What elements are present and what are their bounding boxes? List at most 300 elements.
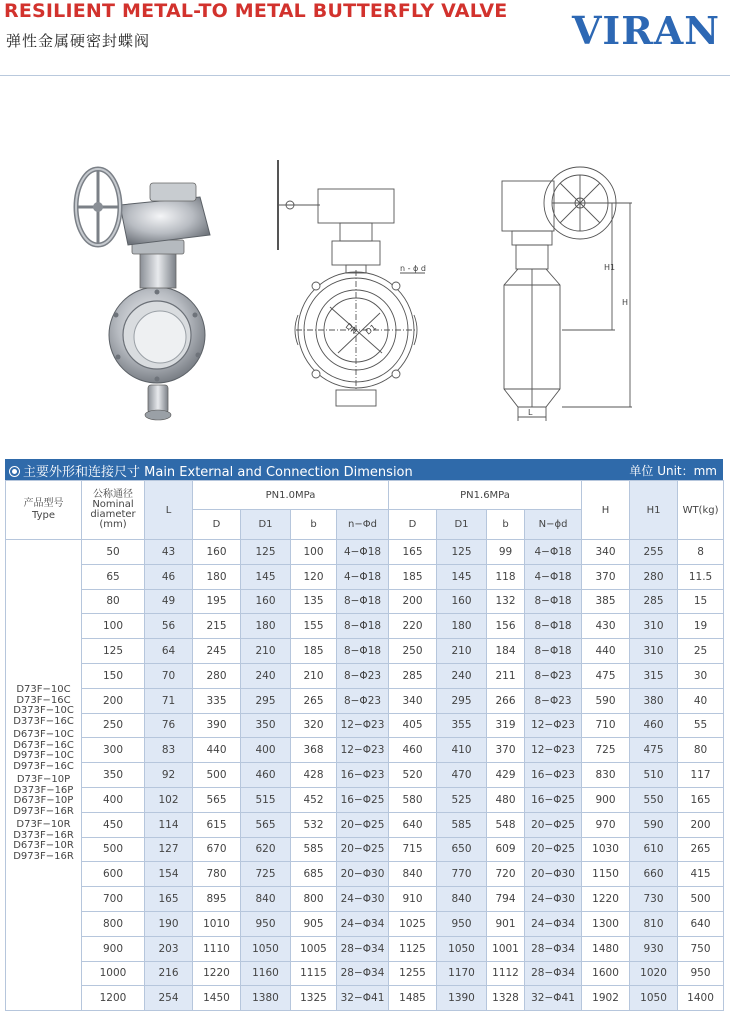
type-group (6, 775, 81, 817)
valve-side-view-drawing (502, 167, 632, 421)
cell-pn10-nd: 20−Φ30 (337, 862, 389, 887)
cell-h: 430 (582, 614, 630, 639)
cell-nominal-diameter: 150 (82, 663, 145, 688)
cell-pn10-nd: 20−Φ25 (337, 812, 389, 837)
cell-pn16-d1: 410 (437, 738, 487, 763)
cell-wt: 415 (678, 862, 724, 887)
cell-pn16-nd: 24−Φ34 (525, 911, 582, 936)
cell-wt: 500 (678, 887, 724, 912)
cell-pn10-nd: 8−Φ23 (337, 663, 389, 688)
cell-pn10-d: 1010 (193, 911, 241, 936)
cell-pn16-d: 1485 (389, 986, 437, 1011)
cell-pn10-nd: 32−Φ41 (337, 986, 389, 1011)
table-row (6, 936, 724, 961)
cell-pn16-b: 211 (487, 663, 525, 688)
cell-h: 340 (582, 540, 630, 565)
cell-pn10-d: 245 (193, 639, 241, 664)
cell-pn16-d: 460 (389, 738, 437, 763)
cell-pn10-d1: 400 (241, 738, 291, 763)
label-h: H (622, 298, 629, 307)
cell-pn10-nd: 4−Φ18 (337, 540, 389, 565)
cell-pn16-d: 200 (389, 589, 437, 614)
cell-l: 154 (145, 862, 193, 887)
cell-pn10-b: 320 (291, 713, 337, 738)
cell-pn16-b: 429 (487, 763, 525, 788)
cell-pn10-b: 210 (291, 663, 337, 688)
cell-pn16-b: 480 (487, 787, 525, 812)
cell-pn16-d: 340 (389, 688, 437, 713)
cell-nominal-diameter: 200 (82, 688, 145, 713)
cell-pn16-d1: 650 (437, 837, 487, 862)
cell-wt: 30 (678, 663, 724, 688)
cell-pn16-d1: 180 (437, 614, 487, 639)
cell-pn10-d: 160 (193, 540, 241, 565)
cell-pn10-nd: 20−Φ25 (337, 837, 389, 862)
cell-pn10-b: 135 (291, 589, 337, 614)
cell-pn16-nd: 28−Φ34 (525, 936, 582, 961)
cell-h1: 285 (630, 589, 678, 614)
cell-pn10-d1: 460 (241, 763, 291, 788)
cell-pn16-d1: 950 (437, 911, 487, 936)
type-group (6, 820, 81, 862)
cell-pn16-d1: 840 (437, 887, 487, 912)
table-row (6, 540, 724, 565)
type-code: D373F−10C (13, 705, 74, 717)
cell-nominal-diameter: 700 (82, 887, 145, 912)
bullet-icon (9, 466, 20, 477)
label-l: L (528, 408, 533, 417)
cell-l: 83 (145, 738, 193, 763)
cell-pn16-nd: 4−Φ18 (525, 540, 582, 565)
table-row (6, 589, 724, 614)
type-code: D373F−16R (13, 829, 74, 841)
cell-h: 1220 (582, 887, 630, 912)
cell-h: 440 (582, 639, 630, 664)
type-code: D973F−16R (13, 850, 74, 862)
header-dn-unit: (mm) (99, 519, 127, 530)
cell-pn16-b: 901 (487, 911, 525, 936)
cell-pn16-nd: 8−Φ23 (525, 663, 582, 688)
cell-wt: 19 (678, 614, 724, 639)
header-pn16: PN1.6MPa (389, 481, 582, 510)
header-h1: H1 (630, 481, 678, 540)
type-group (6, 730, 81, 772)
cell-pn16-d: 220 (389, 614, 437, 639)
section-title-text: 主要外形和连接尺寸 Main External and Connection Dimension (23, 465, 413, 480)
cell-pn16-d1: 145 (437, 564, 487, 589)
cell-wt: 265 (678, 837, 724, 862)
table-row (6, 639, 724, 664)
cell-pn10-nd: 8−Φ18 (337, 639, 389, 664)
cell-l: 56 (145, 614, 193, 639)
table-row (6, 837, 724, 862)
section-header-bar (5, 459, 723, 480)
cell-nominal-diameter: 1000 (82, 961, 145, 986)
header-pn10-d1: D1 (241, 510, 291, 540)
cell-pn10-d: 1110 (193, 936, 241, 961)
cell-pn16-d: 1025 (389, 911, 437, 936)
product-types-cell (6, 540, 82, 1011)
cell-pn16-b: 1001 (487, 936, 525, 961)
type-code: D73F−10C (16, 684, 71, 696)
cell-pn10-d: 180 (193, 564, 241, 589)
cell-pn16-b: 156 (487, 614, 525, 639)
cell-pn16-nd: 24−Φ30 (525, 887, 582, 912)
cell-pn16-d: 1125 (389, 936, 437, 961)
cell-h: 830 (582, 763, 630, 788)
cell-pn10-nd: 8−Φ18 (337, 589, 389, 614)
cell-pn16-b: 370 (487, 738, 525, 763)
cell-nominal-diameter: 500 (82, 837, 145, 862)
table-row (6, 986, 724, 1011)
cell-pn10-b: 368 (291, 738, 337, 763)
cell-pn10-d1: 1380 (241, 986, 291, 1011)
cell-h1: 810 (630, 911, 678, 936)
cell-pn16-b: 794 (487, 887, 525, 912)
cell-pn16-d: 285 (389, 663, 437, 688)
cell-h: 970 (582, 812, 630, 837)
header-dn-en1: Nominal (92, 499, 134, 510)
cell-pn10-d1: 840 (241, 887, 291, 912)
cell-h: 475 (582, 663, 630, 688)
cell-wt: 117 (678, 763, 724, 788)
cell-pn10-d: 335 (193, 688, 241, 713)
brand-logo: VIRAN (571, 8, 720, 53)
title-chinese: 弹性金属硬密封蝶阀 (6, 32, 151, 50)
cell-pn10-nd: 24−Φ34 (337, 911, 389, 936)
cell-h: 1150 (582, 862, 630, 887)
cell-l: 70 (145, 663, 193, 688)
cell-nominal-diameter: 800 (82, 911, 145, 936)
cell-nominal-diameter: 80 (82, 589, 145, 614)
cell-l: 203 (145, 936, 193, 961)
cell-pn16-nd: 4−Φ18 (525, 564, 582, 589)
cell-pn16-b: 118 (487, 564, 525, 589)
label-d1: D1 (363, 322, 379, 337)
cell-pn16-d1: 470 (437, 763, 487, 788)
cell-wt: 750 (678, 936, 724, 961)
label-n-d: n - ϕ d (400, 264, 426, 273)
cell-pn10-b: 265 (291, 688, 337, 713)
cell-pn10-nd: 4−Φ18 (337, 564, 389, 589)
cell-pn10-b: 905 (291, 911, 337, 936)
cell-pn16-d1: 1050 (437, 936, 487, 961)
table-row (6, 564, 724, 589)
cell-l: 46 (145, 564, 193, 589)
type-code: D973F−10C (13, 750, 74, 762)
cell-pn10-b: 800 (291, 887, 337, 912)
cell-pn16-d: 405 (389, 713, 437, 738)
cell-pn16-d1: 240 (437, 663, 487, 688)
header-dn-en2: diameter (90, 509, 136, 520)
cell-pn10-b: 532 (291, 812, 337, 837)
header-l: L (145, 481, 193, 540)
table-body (6, 540, 724, 1011)
cell-wt: 55 (678, 713, 724, 738)
cell-pn10-nd: 16−Φ25 (337, 787, 389, 812)
section-title (9, 461, 413, 480)
header-pn10: PN1.0MPa (193, 481, 389, 510)
cell-pn10-d: 565 (193, 787, 241, 812)
header-pn10-b: b (291, 510, 337, 540)
header-pn16-d: D (389, 510, 437, 540)
cell-h1: 1050 (630, 986, 678, 1011)
cell-pn10-b: 685 (291, 862, 337, 887)
cell-pn10-d1: 1050 (241, 936, 291, 961)
cell-pn10-d1: 515 (241, 787, 291, 812)
cell-pn16-d1: 125 (437, 540, 487, 565)
type-code: D73F−10R (16, 819, 71, 831)
cell-pn16-nd: 20−Φ25 (525, 812, 582, 837)
header-pn10-d: D (193, 510, 241, 540)
cell-l: 49 (145, 589, 193, 614)
cell-h: 1300 (582, 911, 630, 936)
cell-nominal-diameter: 600 (82, 862, 145, 887)
cell-pn10-nd: 28−Φ34 (337, 936, 389, 961)
header-type-cn: 产品型号 (23, 498, 64, 509)
cell-pn10-b: 120 (291, 564, 337, 589)
header-divider (0, 75, 730, 76)
cell-h1: 380 (630, 688, 678, 713)
cell-nominal-diameter: 450 (82, 812, 145, 837)
cell-pn16-b: 609 (487, 837, 525, 862)
cell-wt: 950 (678, 961, 724, 986)
cell-pn10-d: 1220 (193, 961, 241, 986)
table-row (6, 887, 724, 912)
cell-nominal-diameter: 300 (82, 738, 145, 763)
cell-pn16-d1: 295 (437, 688, 487, 713)
cell-pn10-d1: 620 (241, 837, 291, 862)
table-row (6, 663, 724, 688)
cell-h: 725 (582, 738, 630, 763)
cell-h1: 510 (630, 763, 678, 788)
title-english: RESILIENT METAL-TO METAL BUTTERFLY VALVE (4, 0, 508, 22)
cell-pn16-b: 184 (487, 639, 525, 664)
cell-wt: 15 (678, 589, 724, 614)
cell-pn10-d1: 565 (241, 812, 291, 837)
unit-label: 单位 Unit：mm (629, 464, 717, 478)
cell-pn16-d: 165 (389, 540, 437, 565)
type-code: D673F−16C (13, 739, 74, 751)
cell-h1: 315 (630, 663, 678, 688)
cell-l: 43 (145, 540, 193, 565)
cell-pn10-nd: 16−Φ23 (337, 763, 389, 788)
type-code: D73F−16C (16, 694, 71, 706)
header-wt: WT(kg) (678, 481, 724, 540)
cell-pn10-d1: 725 (241, 862, 291, 887)
cell-h1: 660 (630, 862, 678, 887)
cell-pn16-nd: 16−Φ23 (525, 763, 582, 788)
header-pn16-d1: D1 (437, 510, 487, 540)
cell-pn16-b: 548 (487, 812, 525, 837)
cell-h1: 310 (630, 639, 678, 664)
type-code: D373F−16C (13, 715, 74, 727)
cell-pn10-nd: 8−Φ18 (337, 614, 389, 639)
cell-l: 190 (145, 911, 193, 936)
cell-pn10-d: 215 (193, 614, 241, 639)
cell-pn10-d1: 210 (241, 639, 291, 664)
cell-pn16-d1: 355 (437, 713, 487, 738)
cell-pn16-nd: 32−Φ41 (525, 986, 582, 1011)
cell-h1: 280 (630, 564, 678, 589)
cell-pn16-d: 1255 (389, 961, 437, 986)
cell-h1: 590 (630, 812, 678, 837)
cell-h: 1030 (582, 837, 630, 862)
cell-pn16-nd: 8−Φ18 (525, 639, 582, 664)
table-row (6, 911, 724, 936)
type-code: D73F−10P (16, 774, 71, 786)
valve-front-view-drawing (278, 160, 425, 406)
cell-pn16-nd: 16−Φ25 (525, 787, 582, 812)
cell-pn16-b: 319 (487, 713, 525, 738)
cell-wt: 200 (678, 812, 724, 837)
cell-pn10-b: 428 (291, 763, 337, 788)
cell-pn10-b: 585 (291, 837, 337, 862)
cell-pn10-nd: 28−Φ34 (337, 961, 389, 986)
header-pn10-nd: n−Φd (337, 510, 389, 540)
header-pn16-nd: N−ϕd (525, 510, 582, 540)
table-row (6, 787, 724, 812)
cell-pn16-d1: 210 (437, 639, 487, 664)
cell-h1: 475 (630, 738, 678, 763)
cell-pn10-d1: 240 (241, 663, 291, 688)
cell-nominal-diameter: 400 (82, 787, 145, 812)
cell-pn10-b: 100 (291, 540, 337, 565)
cell-pn10-d1: 950 (241, 911, 291, 936)
cell-h: 1480 (582, 936, 630, 961)
type-code: D673F−10R (13, 840, 74, 852)
header-dn-cn: 公称通径 (93, 489, 133, 500)
cell-nominal-diameter: 65 (82, 564, 145, 589)
table-row (6, 614, 724, 639)
cell-pn10-d1: 350 (241, 713, 291, 738)
cell-l: 92 (145, 763, 193, 788)
cell-pn10-d: 670 (193, 837, 241, 862)
cell-wt: 40 (678, 688, 724, 713)
cell-pn16-b: 720 (487, 862, 525, 887)
cell-h: 1902 (582, 986, 630, 1011)
label-dn: DN (343, 321, 359, 337)
cell-pn16-d: 640 (389, 812, 437, 837)
cell-pn10-d: 390 (193, 713, 241, 738)
cell-h: 1600 (582, 961, 630, 986)
type-group (6, 685, 81, 727)
cell-l: 165 (145, 887, 193, 912)
header-h: H (582, 481, 630, 540)
cell-wt: 640 (678, 911, 724, 936)
cell-pn10-nd: 24−Φ30 (337, 887, 389, 912)
cell-pn16-nd: 28−Φ34 (525, 961, 582, 986)
valve-drawings (0, 145, 730, 430)
table-row (6, 713, 724, 738)
cell-pn10-d1: 160 (241, 589, 291, 614)
cell-h1: 1020 (630, 961, 678, 986)
cell-pn10-d: 1450 (193, 986, 241, 1011)
cell-h1: 460 (630, 713, 678, 738)
cell-l: 102 (145, 787, 193, 812)
cell-wt: 80 (678, 738, 724, 763)
table-row (6, 688, 724, 713)
cell-l: 216 (145, 961, 193, 986)
cell-pn10-b: 155 (291, 614, 337, 639)
cell-wt: 8 (678, 540, 724, 565)
cell-pn16-nd: 20−Φ25 (525, 837, 582, 862)
cell-nominal-diameter: 350 (82, 763, 145, 788)
cell-pn10-b: 1115 (291, 961, 337, 986)
table-row (6, 862, 724, 887)
cell-nominal-diameter: 100 (82, 614, 145, 639)
cell-nominal-diameter: 125 (82, 639, 145, 664)
cell-l: 64 (145, 639, 193, 664)
table-row (6, 812, 724, 837)
cell-wt: 165 (678, 787, 724, 812)
header-type-en: Type (32, 510, 55, 521)
cell-pn16-d: 715 (389, 837, 437, 862)
cell-l: 254 (145, 986, 193, 1011)
cell-pn16-nd: 8−Φ18 (525, 589, 582, 614)
cell-pn10-b: 1325 (291, 986, 337, 1011)
type-code: D973F−16C (13, 760, 74, 772)
cell-pn16-nd: 8−Φ23 (525, 688, 582, 713)
cell-pn16-d1: 1170 (437, 961, 487, 986)
cell-pn16-d: 840 (389, 862, 437, 887)
label-h1: H1 (604, 263, 616, 272)
cell-wt: 11.5 (678, 564, 724, 589)
cell-pn10-d1: 145 (241, 564, 291, 589)
valve-photo (76, 169, 210, 420)
cell-pn10-d: 615 (193, 812, 241, 837)
cell-pn16-d: 520 (389, 763, 437, 788)
table-row (6, 961, 724, 986)
cell-pn16-b: 99 (487, 540, 525, 565)
cell-pn10-nd: 8−Φ23 (337, 688, 389, 713)
cell-h: 370 (582, 564, 630, 589)
cell-pn10-d1: 125 (241, 540, 291, 565)
cell-pn16-d1: 585 (437, 812, 487, 837)
header-row-1 (6, 481, 724, 510)
cell-pn10-d: 195 (193, 589, 241, 614)
cell-pn16-nd: 12−Φ23 (525, 738, 582, 763)
type-code: D673F−10P (13, 795, 74, 807)
cell-wt: 25 (678, 639, 724, 664)
cell-pn16-b: 1328 (487, 986, 525, 1011)
cell-pn10-d: 780 (193, 862, 241, 887)
cell-pn10-d1: 295 (241, 688, 291, 713)
cell-pn16-b: 1112 (487, 961, 525, 986)
cell-pn16-nd: 8−Φ18 (525, 614, 582, 639)
cell-h1: 930 (630, 936, 678, 961)
cell-pn10-d: 895 (193, 887, 241, 912)
cell-nominal-diameter: 1200 (82, 986, 145, 1011)
cell-h: 710 (582, 713, 630, 738)
type-code: D673F−10C (13, 729, 74, 741)
cell-nominal-diameter: 900 (82, 936, 145, 961)
cell-pn16-nd: 20−Φ30 (525, 862, 582, 887)
cell-h: 590 (582, 688, 630, 713)
cell-pn10-b: 452 (291, 787, 337, 812)
table-row (6, 763, 724, 788)
cell-nominal-diameter: 50 (82, 540, 145, 565)
cell-l: 127 (145, 837, 193, 862)
cell-l: 71 (145, 688, 193, 713)
cell-h1: 550 (630, 787, 678, 812)
cell-h1: 730 (630, 887, 678, 912)
cell-pn16-nd: 12−Φ23 (525, 713, 582, 738)
cell-wt: 1400 (678, 986, 724, 1011)
dimension-table (5, 480, 724, 1011)
cell-pn16-d1: 160 (437, 589, 487, 614)
cell-h1: 610 (630, 837, 678, 862)
